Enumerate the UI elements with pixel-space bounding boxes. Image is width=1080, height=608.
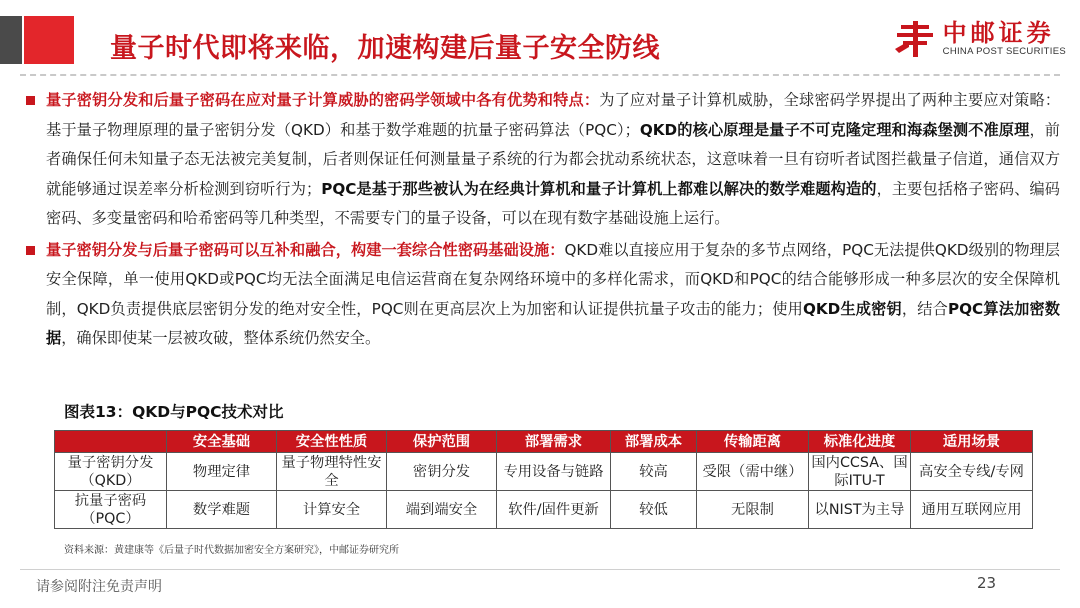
bullet-text: QKD难以直接应用于复杂的多节点网络，PQC无法提供QKD级别的物理层安全保障，单一使用QKD或PQC均无法全面满足电信运营商在复杂网络环境中的多样化需求，而QKD和PQC的结合能够形成一种多层次的安全保障机制，QKD负责提供底层密钥分发的绝对安全性，PQC则在更高层次上为加密和认证提供抗量子攻击的能力；使用 (46, 240, 1060, 318)
table-cell: 量子物理特性安全 (277, 453, 387, 491)
table-cell: 专用设备与链路 (497, 453, 611, 491)
bullet-heading: 量子密钥分发与后量子密码可以互补和融合，构建一套综合性密码基础设施： (46, 240, 565, 259)
disclaimer-text: 请参阅附注免责声明 (36, 579, 162, 595)
bullet-square-icon (26, 96, 35, 105)
bullet-text: ，结合 (901, 299, 948, 318)
china-post-logo-icon (895, 21, 935, 57)
page-number: 23 (977, 574, 997, 592)
bullet-emphasis: QKD生成密钥 (802, 299, 902, 318)
table-cell: 密钥分发 (387, 453, 497, 491)
column-header: 安全基础 (167, 431, 277, 453)
table-cell: 受限（需中继） (697, 453, 809, 491)
table-cell: 无限制 (697, 491, 809, 529)
table-caption: 图表13：QKD与PQC技术对比 (64, 403, 284, 421)
header-divider (20, 74, 1060, 76)
logo-english-text: CHINA POST SECURITIES (942, 46, 1066, 57)
column-header: 传输距离 (697, 431, 809, 453)
table-cell: 较高 (611, 453, 697, 491)
column-header: 保护范围 (387, 431, 497, 453)
column-header: 适用场景 (911, 431, 1033, 453)
table-cell: 软件/固件更新 (497, 491, 611, 529)
bullet-emphasis: QKD的核心原理是量子不可克隆定理和海森堡测不准原理 (639, 120, 1030, 139)
bullet-list (26, 86, 1060, 354)
table-cell: 高安全专线/专网 (911, 453, 1033, 491)
column-header: 部署成本 (611, 431, 697, 453)
bullet-text: 为了应对量子计算机威胁，全球密码学界提出了两种主要应对策略：基于量子物理原理的量子密钥分发（QKD）和基于数学难题的抗量子密码算法（PQC）； (46, 91, 1061, 139)
bullet-square-icon (26, 246, 35, 255)
header-accent-dark (0, 16, 22, 64)
footer-divider (20, 569, 1060, 570)
table-cell: 以NIST为主导 (809, 491, 911, 529)
bullet-item (26, 236, 1060, 354)
company-logo (895, 20, 1066, 57)
table-row (55, 491, 1033, 529)
table-cell: 通用互联网应用 (911, 491, 1033, 529)
column-header: 安全性性质 (277, 431, 387, 453)
comparison-table (54, 430, 1033, 529)
page-title: 量子时代即将来临，加速构建后量子安全防线 (110, 33, 660, 64)
header-accent-red (24, 16, 74, 64)
table-corner-cell (55, 431, 167, 453)
row-label: 抗量子密码（PQC） (55, 491, 167, 529)
bullet-text: ，前者确保任何未知量子态无法被完美复制，后者则保证任何测量量子系统的行为都会扰动系统状态，这意味着一旦有窃听者试图拦截量子信道，通信双方就能够通过误差率分析检测到窃听行为； (46, 120, 1060, 198)
bullet-emphasis: PQC是基于那些被认为在经典计算机和量子计算机上都难以解决的数学难题构造的 (321, 179, 877, 198)
table-cell: 国内CCSA、国际ITU-T (809, 453, 911, 491)
table-cell: 物理定律 (167, 453, 277, 491)
logo-chinese-text: 中邮证券 (942, 19, 1055, 47)
column-header: 标准化进度 (809, 431, 911, 453)
bullet-text: ，确保即使某一层被攻破，整体系统仍然安全。 (61, 329, 381, 347)
bullet-heading: 量子密钥分发和后量子密码在应对量子计算威胁的密码学领域中各有优势和特点： (46, 91, 600, 109)
table-cell: 数学难题 (167, 491, 277, 529)
row-label: 量子密钥分发（QKD） (55, 453, 167, 491)
bullet-text: ，主要包括格子密码、编码密码、多变量密码和哈希密码等几种类型，不需要专门的量子设备，可以在现有数字基础设施上运行。 (46, 179, 1060, 227)
table-cell: 端到端安全 (387, 491, 497, 529)
table-header-row (55, 431, 1033, 453)
bullet-item (26, 86, 1060, 234)
table-cell: 较低 (611, 491, 697, 529)
source-note: 资料来源：黄建康等《后量子时代数据加密安全方案研究》，中邮证券研究所 (64, 545, 399, 556)
bullet-emphasis: PQC算法加密数据 (46, 299, 1060, 347)
table-row (55, 453, 1033, 491)
column-header: 部署需求 (497, 431, 611, 453)
table-cell: 计算安全 (277, 491, 387, 529)
